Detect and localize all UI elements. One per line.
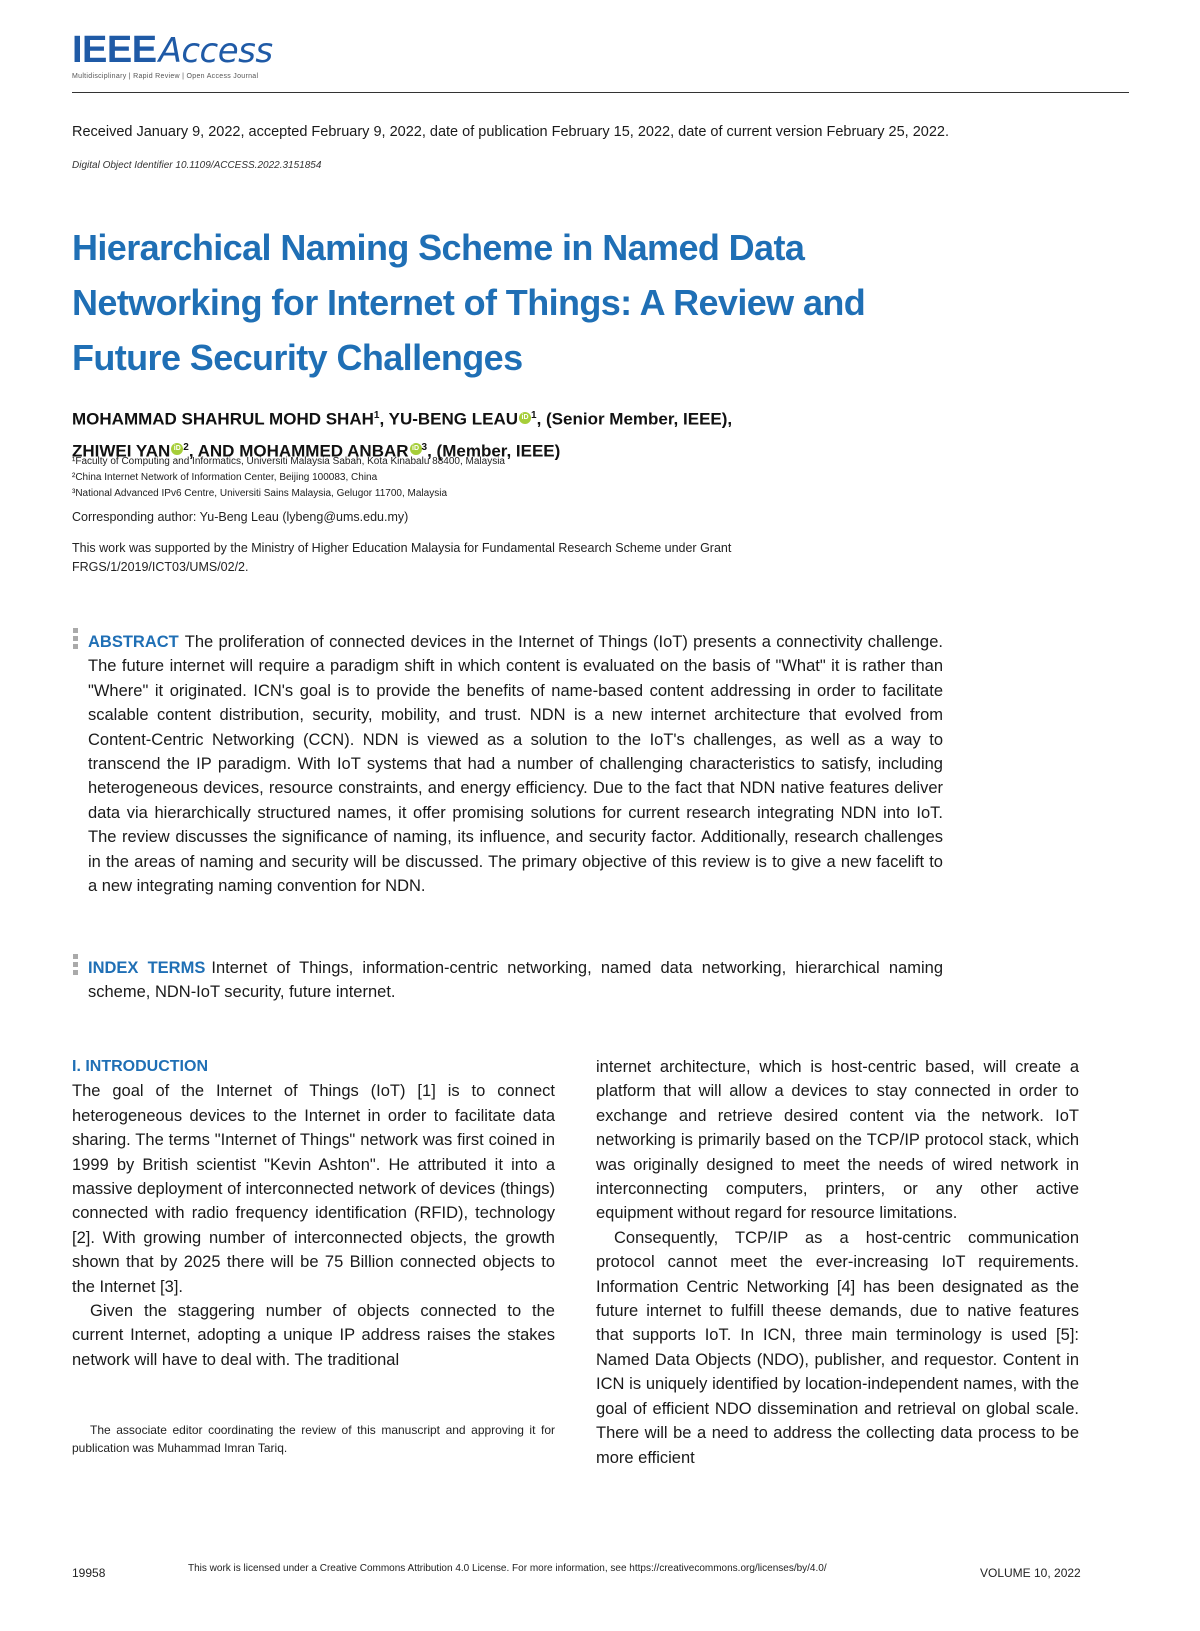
affiliation-marker: 3	[421, 441, 428, 453]
paragraph: The goal of the Internet of Things (IoT) [1] is to connect heterogeneous devices to the Internet in order to facilitate data sharing. The terms "Internet of Things" network was first coined in 1999 by British scientist "Kevin Ashton". He attributed it into a massive deployment of interconnected network of devices (things) connected with radio frequency identification (RFID), technology [2]. With growing number of interconnected objects, the growth shown that by 2025 there will be 75 Billion connected objects to the Internet [3].	[72, 1082, 555, 1296]
section-marker-icon	[73, 954, 79, 978]
orcid-icon[interactable]: iD	[171, 443, 183, 455]
paper-title: Hierarchical Naming Scheme in Named Data Networking for Internet of Things: A Review and Future Security Challenges	[72, 227, 866, 378]
author-role: , (Member, IEEE)	[427, 441, 561, 461]
author-name: MOHAMMED ANBAR	[239, 441, 409, 461]
index-terms-text: Internet of Things, information-centric networking, named data networking, hierarchical naming scheme, NDN-IoT security, future internet.	[88, 959, 943, 1002]
editor-footnote: The associate editor coordinating the review of this manuscript and approving it for publication was Muhammad Imran Tariq.	[72, 1423, 555, 1455]
section-heading: I. INTRODUCTION	[72, 1058, 208, 1075]
journal-name	[72, 30, 273, 71]
affiliation: ²China Internet Network of Information Center, Beijing 100083, China	[72, 472, 378, 483]
journal-logo	[72, 30, 273, 80]
affiliation: ³National Advanced IPv6 Centre, Universiti Sains Malaysia, Gelugor 11700, Malaysia	[72, 488, 447, 499]
brand-ieee: IEEE	[72, 29, 157, 71]
paragraph: Consequently, TCP/IP as a host-centric communication protocol cannot meet the ever-increasing IoT requirements. Information Centric Networking [4] has been designated as the future internet to fulfill theese demands, due to native features that supports IoT. In ICN, three main terminology is used [5]: Named Data Objects (NDO), publisher, and requestor. Content in ICN is uniquely identified by location-independent names, with the goal of efficient NDO dissemination and retrieval on global scale. There will be a need to address the collecting data process to be more efficient	[596, 1228, 1079, 1467]
journal-tagline: Multidisciplinary | Rapid Review | Open Access Journal	[72, 73, 259, 80]
doi: Digital Object Identifier 10.1109/ACCESS.2022.3151854	[72, 160, 322, 171]
corresponding-author: Corresponding author: Yu-Beng Leau (lybeng@ums.edu.my)	[72, 510, 409, 524]
section-marker-icon	[73, 628, 79, 652]
left-column	[72, 1055, 555, 1372]
separator: , AND	[188, 441, 240, 461]
license-notice: This work is licensed under a Creative Commons Attribution 4.0 License. For more information, see https://creativecommons.org/licenses/by/4.0/	[188, 1563, 827, 1574]
abstract-label: ABSTRACT	[88, 633, 179, 651]
paragraph: internet architecture, which is host-centric based, will create a platform that will allow a devices to stay connected in order to exchange and retrieve desired content via the network. IoT networking is primarily based on the TCP/IP protocol stack, which was originally designed to meet the needs of wired network in interconnecting computers, printers, or any other active equipment without regard for resource limitations.	[596, 1058, 1079, 1223]
header-rule	[72, 92, 1129, 93]
separator: ,	[379, 409, 389, 429]
author-name: ZHIWEI YAN	[72, 441, 171, 461]
right-column	[596, 1055, 1079, 1470]
brand-access: Access	[158, 31, 273, 71]
page-number: 19958	[72, 1566, 106, 1580]
index-terms-label: INDEX TERMS	[88, 959, 206, 977]
author-name: YU-BENG LEAU	[388, 409, 519, 429]
index-terms	[88, 956, 943, 1005]
orcid-icon[interactable]: iD	[519, 412, 531, 424]
affiliation: ¹Faculty of Computing and Informatics, Universiti Malaysia Sabah, Kota Kinabalu 88400, Malaysia	[72, 456, 505, 467]
affiliation-marker: 1	[373, 410, 380, 421]
abstract-text: The proliferation of connected devices in the Internet of Things (IoT) presents a connectivity challenge. The future internet will require a paradigm shift in which content is evaluated on the basis of "What" it is rather than "Where" it originated. ICN's goal is to provide the benefits of name-based content addressing in order to facilitate scalable content distribution, security, mobility, and trust. NDN is a new internet architecture that evolved from Content-Centric Networking (CCN). NDN is viewed as a solution to the IoT's challenges, as well as a way to transcend the IP paradigm. With IoT systems that had a number of challenging characteristics to satisfy, including heterogeneous devices, resource constraints, and energy efficiency. Due to the fact that NDN native features deliver data via hierarchically structured names, it offer promising solutions for current research integrating NDN into IoT. The review discusses the significance of naming, its influence, and security factor. Additionally, research challenges in the areas of naming and security will be discussed. The primary objective of this review is to give a new facelift to a new integrating naming convention for NDN.	[88, 633, 943, 896]
affiliation-marker: 1	[531, 410, 537, 421]
abstract	[88, 630, 943, 898]
author-role: , (Senior Member, IEEE),	[536, 409, 733, 429]
volume: VOLUME 10, 2022	[980, 1566, 1081, 1580]
received-dates: Received January 9, 2022, accepted February 9, 2022, date of publication February 15, 2022, date of current version February 25, 2022.	[72, 124, 949, 140]
paragraph: Given the staggering number of objects connected to the current Internet, adopting a unique IP address raises the stakes network will have to deal with. The traditional	[72, 1302, 555, 1369]
orcid-icon[interactable]: iD	[410, 443, 422, 455]
author-name: MOHAMMAD SHAHRUL MOHD SHAH	[72, 409, 374, 429]
affiliation-marker: 2	[183, 441, 189, 453]
funding-statement: This work was supported by the Ministry of Higher Education Malaysia for Fundamental Research Scheme under Grant FRGS/1/2019/ICT03/UMS/02/2.	[72, 541, 732, 574]
